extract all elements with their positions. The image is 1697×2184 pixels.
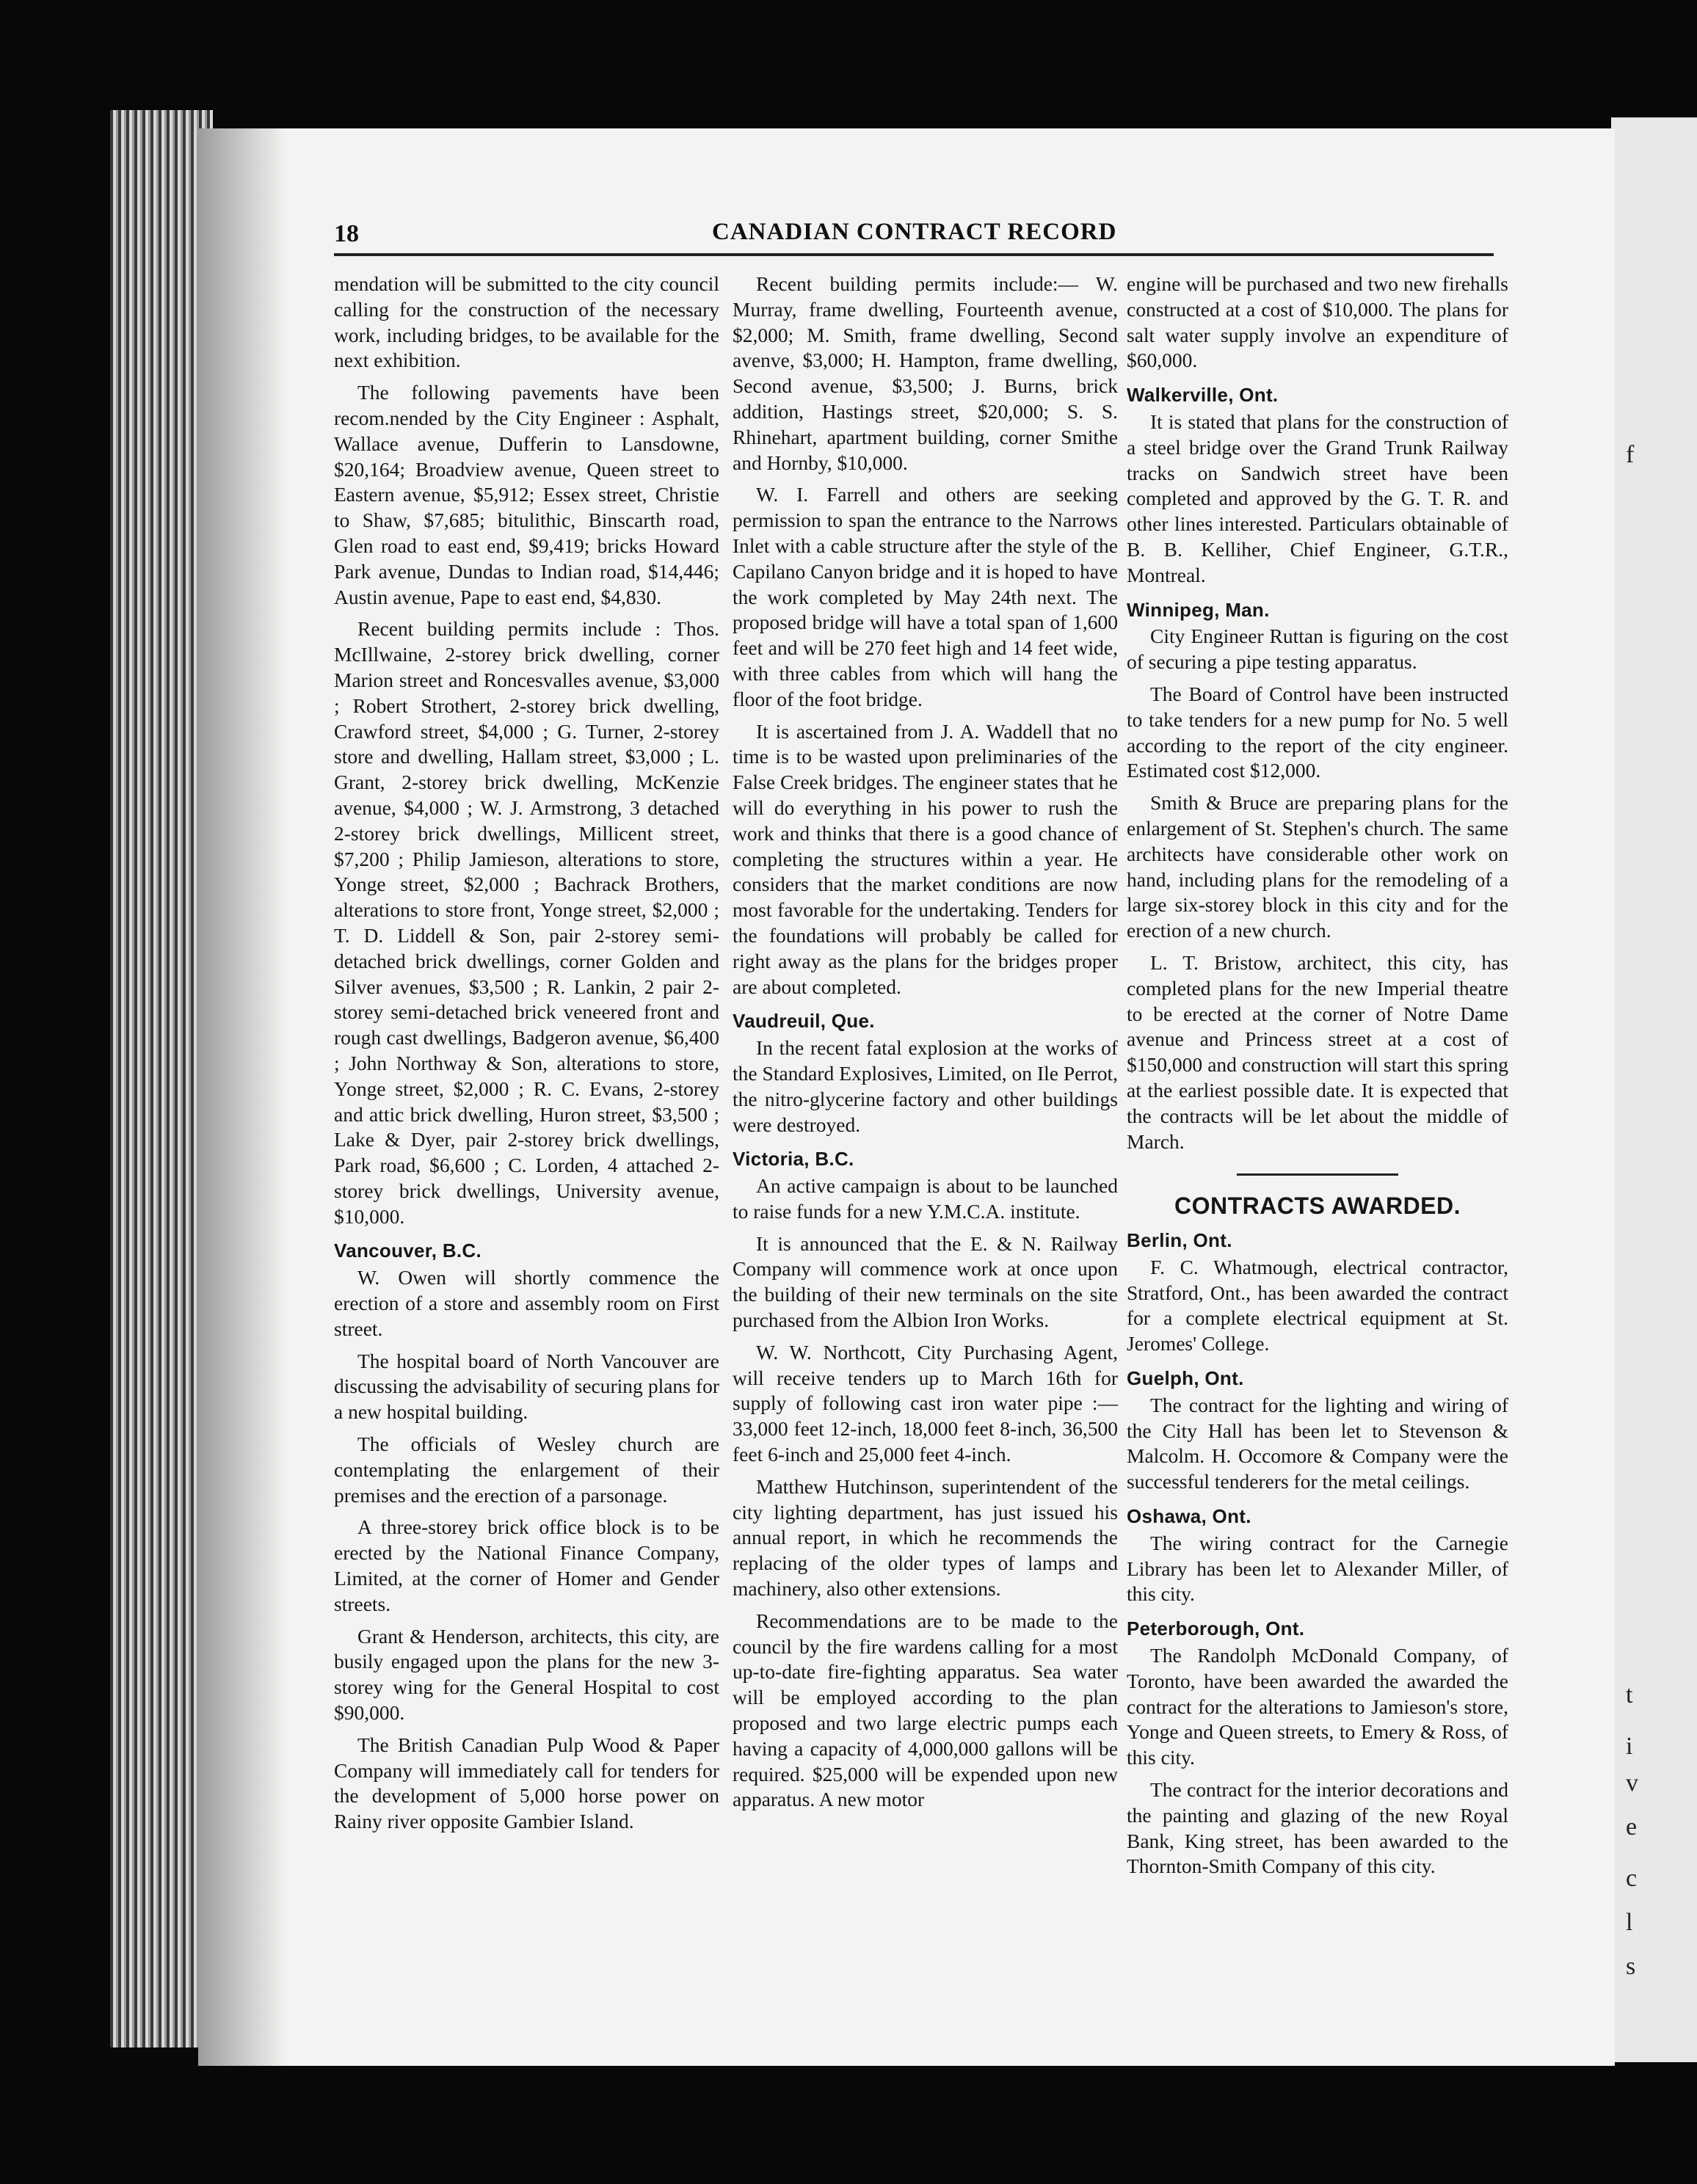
location-heading: Peterborough, Ont. — [1127, 1617, 1305, 1640]
paragraph: The contract for the lighting and wiring of the City Hall has been let to Stevenson & Malcolm. H. Occomore & Company were the successful tenderers for the metal ceilings. — [1127, 1393, 1508, 1493]
paragraph: The contract for the interior decorations and the painting and glazing of the new Royal Bank, King street, has been awarded to the Thornton-Smith Company of this city. — [1127, 1778, 1508, 1878]
gutter-shadow — [198, 128, 286, 2066]
paragraph: The British Canadian Pulp Wood & Paper Company will immediately call for tenders for the development of 5,000 horse power on Rainy river opposite Gambier Island. — [334, 1733, 719, 1833]
paragraph: The hospital board of North Vancouver are discussing the advisability of securing plans for a new hospital building. — [334, 1349, 719, 1424]
paragraph: Smith & Bruce are preparing plans for the enlargement of St. Stephen's church. The same architects have considerable other work on hand, including plans for the remodeling of a large six-storey block in this city and for the erection of a new church. — [1127, 791, 1508, 942]
paragraph: The Randolph McDonald Company, of Toronto, have been awarded the awarded the contract for the alterations to Jamieson's store, Yonge and Queen streets, to Emery & Ross, of this city. — [1127, 1644, 1508, 1769]
facing-page-fragment: f — [1626, 441, 1635, 468]
paragraph: W. Owen will shortly commence the erection of a store and assembly room on First street. — [334, 1266, 719, 1340]
location-heading: Winnipeg, Man. — [1127, 598, 1270, 621]
paragraph: mendation will be submitted to the city council calling for the construction of the necessary work, including bridges, to be available for the next exhibition. — [334, 272, 719, 372]
section-divider — [1237, 1173, 1398, 1176]
paragraph: It is announced that the E. & N. Railway Company will commence work at once upon the building of their new terminals on the site purchased from the Albion Iron Works. — [733, 1231, 1118, 1332]
location-heading: Berlin, Ont. — [1127, 1229, 1232, 1252]
location-heading: Guelph, Ont. — [1127, 1367, 1244, 1390]
facing-page-fragment: c — [1626, 1865, 1638, 1892]
running-title: CANADIAN CONTRACT RECORD — [712, 219, 1117, 245]
column-1 — [334, 272, 719, 1841]
page-header — [334, 220, 1494, 257]
paragraph: A three-storey brick office block is to be erected by the National Finance Company, Limited, at the corner of Homer and Gender streets. — [334, 1515, 719, 1615]
paragraph: F. C. Whatmough, electrical contractor, Stratford, Ont., has been awarded the contract for a complete electrical equipment at St. Jeromes' College. — [1127, 1255, 1508, 1355]
paragraph: It is ascertained from J. A. Waddell that no time is to be wasted upon preliminaries of the False Creek bridges. The engineer states that he will do everything in his power to rush the work and thinks that there is a good chance of completing the structures within a year. He considers that the market conditions are now most favorable for the undertaking. Tenders for the foundations will probably be called for right away as the plans for the bridges proper are about completed. — [733, 719, 1118, 998]
paragraph: The officials of Wesley church are contemplating the enlargement of their premises and the erection of a parsonage. — [334, 1433, 719, 1507]
paragraph: It is stated that plans for the construction of a steel bridge over the Grand Trunk Railway tracks on Sandwich street have been completed and approved by the G. T. R. and other lines interested. Particulars obtainable of B. B. Kelliher, Chief Engineer, G.T.R., Montreal. — [1127, 410, 1508, 586]
location-heading: Oshawa, Ont. — [1127, 1505, 1251, 1528]
location-heading: Victoria, B.C. — [733, 1148, 854, 1171]
paragraph: Recent building permits include:— W. Murray, frame dwelling, Fourteenth avenue, $2,000; M. Smith, frame dwelling, Second avenve, $3,000; H. Hampton, frame dwelling, Second avenue, $3,500; J. Burns, brick addition, Hastings street, $20,000; S. S. Rhinehart, apartment building, corner Smithe and Hornby, $10,000. — [733, 272, 1118, 474]
facing-page-fragment: v — [1626, 1769, 1638, 1797]
paragraph: W. I. Farrell and others are seeking permission to span the entrance to the Narrows Inlet with a cable structure after the style of the Capilano Canyon bridge and it is hoped to have the work completed by May 24th next. The proposed bridge will have a total span of 1,600 feet and will be 270 feet high and 14 feet wide, with three cables from which will hang the floor of the foot bridge. — [733, 483, 1118, 710]
column-2 — [733, 272, 1118, 1819]
column-3 — [1127, 272, 1508, 1886]
facing-page-fragment: i — [1626, 1733, 1633, 1760]
paragraph: The Board of Control have been instructed to take tenders for a new pump for No. 5 well according to the report of the city engineer. Estimated cost $12,000. — [1127, 682, 1508, 782]
location-heading: Vancouver, B.C. — [334, 1240, 482, 1262]
facing-page-fragment: s — [1626, 1953, 1636, 1980]
paragraph: Matthew Hutchinson, superintendent of the city lighting department, has just issued his annual report, in which he recommends the replacing of the older types of lamps and machinery, also other extensions. — [733, 1474, 1118, 1601]
paragraph: In the recent fatal explosion at the works of the Standard Explosives, Limited, on Ile Perrot, the nitro-glycerine factory and other buildings were destroyed. — [733, 1036, 1118, 1136]
paragraph: Grant & Henderson, architects, this city, are busily engaged upon the plans for the new 3-storey wing for the General Hospital to cost $90,000. — [334, 1624, 719, 1725]
paragraph: An active campaign is about to be launched to raise funds for a new Y.M.C.A. institute. — [733, 1174, 1118, 1223]
paragraph: Recent building permits include : Thos. McIllwaine, 2-storey brick dwelling, corner Marion street and Roncesvalles avenue, $3,000 ; Robert Strothert, 2-storey brick dwelling, Crawford street, $4,000 ; G. Turner, 2-storey store and dwelling, Hallam street, $3,000 ; L. Grant, 2-storey brick dwelling, McKenzie avenue, $4,000 ; W. J. Armstrong, 3 detached 2-storey brick dwellings, Millicent street, $7,200 ; Philip Jamieson, alterations to store, Yonge street, $2,000 ; Bachrack Brothers, alterations to store front, Yonge street, $2,000 ; T. D. Liddell & Son, pair 2-storey semi-detached brick dwellings, corner Golden and Silver avenues, $3,500 ; R. Lankin, 2 pair 2-storey semi-detached brick veneered front and rough cast dwellings, Badgeron avenue, $6,400 ; John Northway & Son, alterations to store, Yonge street, $2,000 ; R. C. Evans, 2-storey and attic brick dwelling, Huron street, $3,500 ; Lake & Dyer, pair 2-storey brick dwellings, Park road, $6,600 ; C. Lorden, 4 attached 2-storey brick dwellings, University avenue, $10,000. — [334, 617, 719, 1228]
page-number: 18 — [334, 220, 359, 247]
location-heading: Vaudreuil, Que. — [733, 1010, 875, 1033]
facing-page-edge — [1611, 117, 1697, 2062]
facing-page-fragment: t — [1626, 1681, 1633, 1708]
facing-page-fragment: e — [1626, 1813, 1638, 1841]
header-rule — [334, 253, 1494, 256]
location-heading: Walkerville, Ont. — [1127, 384, 1279, 407]
facing-page-fragment: l — [1626, 1909, 1633, 1936]
paragraph: L. T. Bristow, architect, this city, has completed plans for the new Imperial theatre to be erected at the corner of Notre Dame avenue and Princess street at a cost of $150,000 and construction will start this spring at the earliest possible date. It is expected that the contracts will be let about the middle of March. — [1127, 950, 1508, 1153]
paragraph: Recommendations are to be made to the council by the fire wardens calling for a most up-to-date fire-fighting apparatus. Sea water will be employed according to the plan proposed and two large electric pumps each having a capacity of 4,000,000 gallons will be required. $25,000 will be expended upon new apparatus. A new motor — [733, 1609, 1118, 1811]
paragraph: W. W. Northcott, City Purchasing Agent, will receive tenders up to March 16th for supply of following cast iron water pipe :—33,000 feet 12-inch, 18,000 feet 8-inch, 36,500 feet 6-inch and 25,000 feet 4-inch. — [733, 1340, 1118, 1466]
paragraph: The following pavements have been recom.nended by the City Engineer : Asphalt, Wallace avenue, Dufferin to Lansdowne, $20,164; Broadview avenue, Queen street to Eastern avenue, $5,912; Essex street, Christie to Shaw, $7,685; bitulithic, Binscarth road, Glen road to east end, $9,419; bricks Howard Park avenue, Dundas to Indian road, $14,446; Austin avenue, Pape to east end, $4,830. — [334, 381, 719, 608]
paragraph: City Engineer Ruttan is figuring on the cost of securing a pipe testing apparatus. — [1127, 625, 1508, 674]
paragraph: engine will be purchased and two new firehalls constructed at a cost of $10,000. The plans for salt water supply involve an expenditure of $60,000. — [1127, 272, 1508, 372]
paragraph: The wiring contract for the Carnegie Library has been let to Alexander Miller, of this city. — [1127, 1531, 1508, 1606]
section-title: CONTRACTS AWARDED. — [1174, 1193, 1461, 1220]
book-page-edges — [110, 110, 213, 2048]
